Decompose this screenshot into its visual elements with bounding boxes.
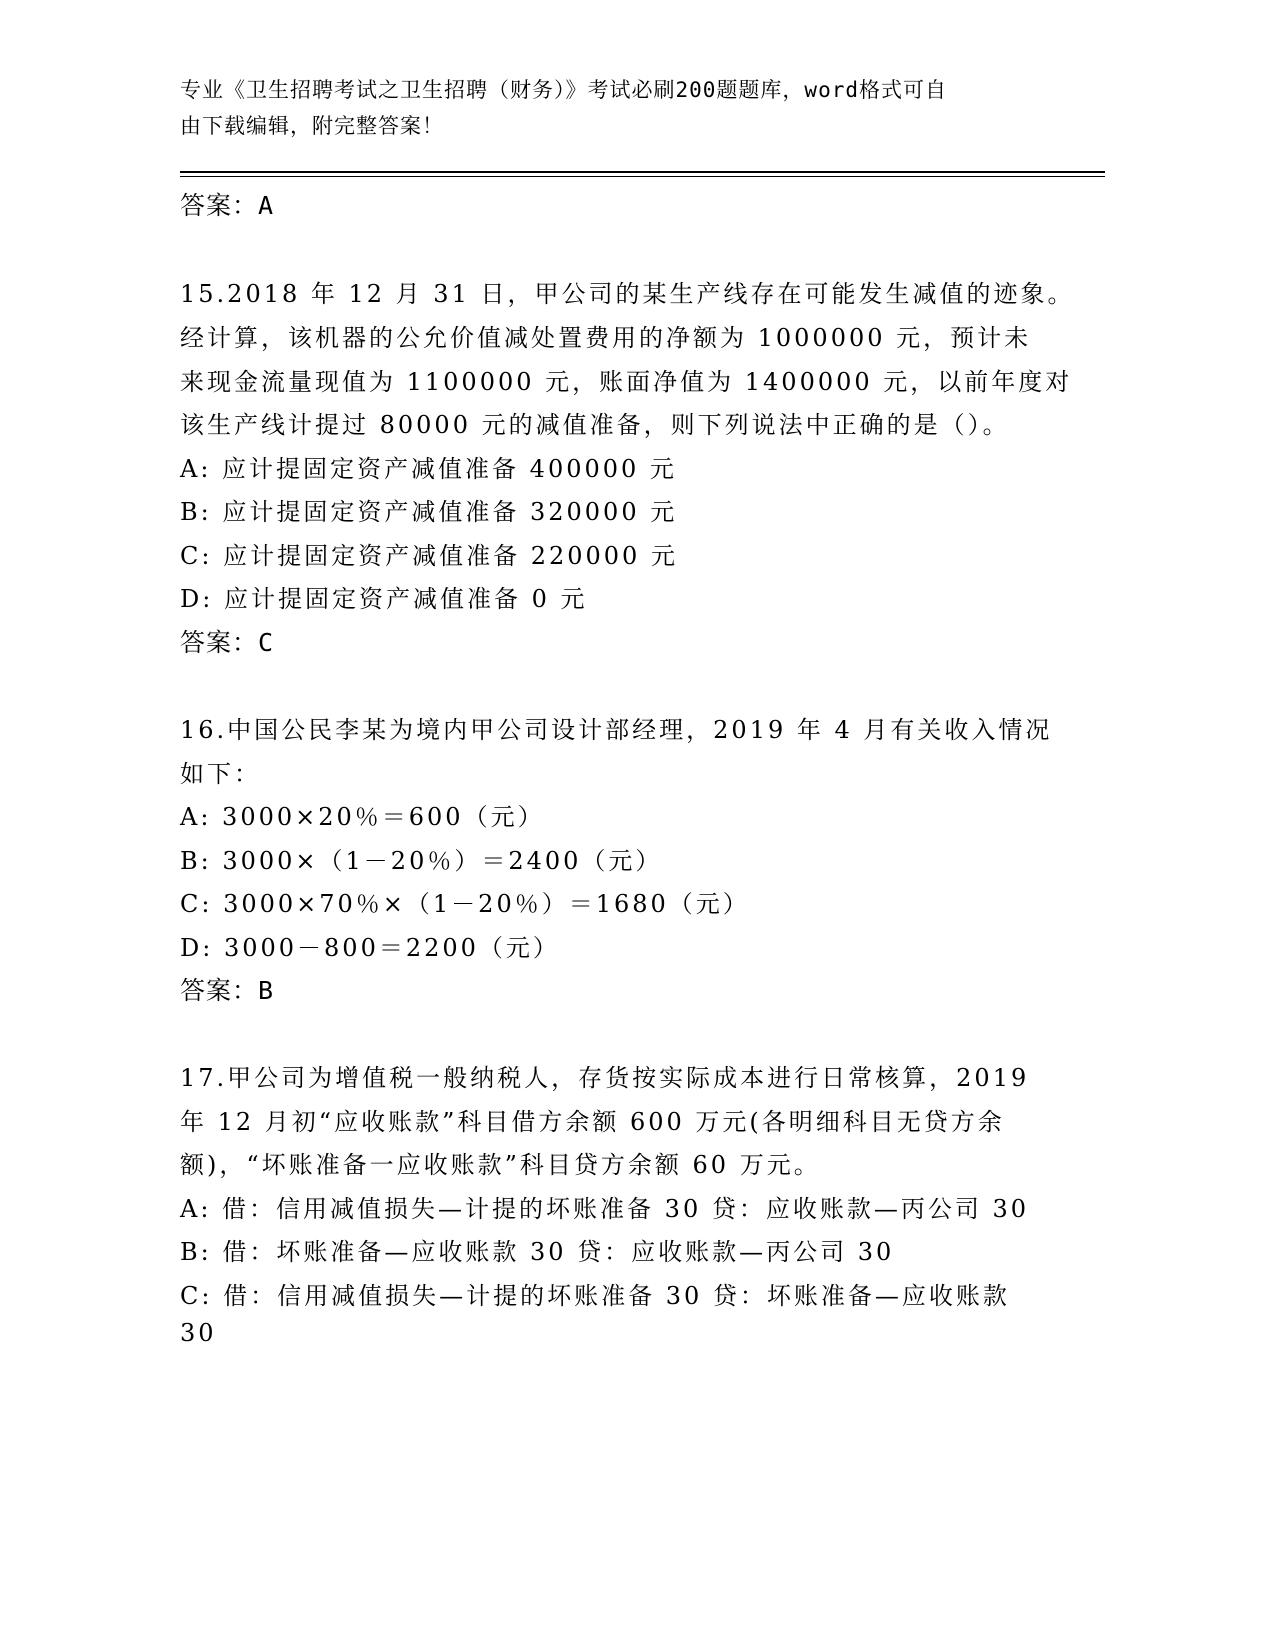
question-17-text-line-3: 额)，“坏账准备一应收账款”科目贷方余额 60 万元。 <box>180 1151 821 1179</box>
question-15-answer: 答案：C <box>180 628 275 657</box>
page-header <box>180 72 1040 144</box>
header-divider-thick <box>180 171 1105 173</box>
question-15-option-b: B: 应计提固定资产减值准备 320000 元 <box>180 498 678 526</box>
question-17-text-line-2: 年 12 月初“应收账款”科目借方余额 600 万元(各明细科目无贷方余 <box>180 1108 1005 1136</box>
question-16-option-d: D: 3000－800＝2200（元） <box>180 934 560 962</box>
question-17-option-c: C: 借：信用减值损失—计提的坏账准备 30 贷：坏账准备—应收账款 <box>180 1282 1010 1310</box>
question-16-text-line-1: 16.中国公民李某为境内甲公司设计部经理，2019 年 4 月有关收入情况 <box>180 716 1053 744</box>
question-16-answer: 答案：B <box>180 976 275 1005</box>
question-17-option-b: B: 借：坏账准备—应收账款 30 贷：应收账款—丙公司 30 <box>180 1238 895 1266</box>
question-17-option-a: A: 借：信用减值损失—计提的坏账准备 30 贷：应收账款—丙公司 30 <box>180 1195 1030 1223</box>
answer-previous-question: 答案：A <box>180 191 275 220</box>
question-15-text-line-2: 经计算，该机器的公允价值减处置费用的净额为 1000000 元，预计未 <box>180 324 1032 352</box>
question-15-option-c: C: 应计提固定资产减值准备 220000 元 <box>180 542 678 570</box>
question-16-option-a: A: 3000×20％＝600（元） <box>180 803 545 831</box>
question-16-text-line-2: 如下： <box>180 760 261 788</box>
header-title-line-2: 由下载编辑，附完整答案！ <box>180 114 444 138</box>
question-15-option-d: D: 应计提固定资产减值准备 0 元 <box>180 585 588 613</box>
question-17-option-c-continued: 30 <box>180 1319 217 1347</box>
question-16-option-c: C: 3000×70％×（1－20％）＝1680（元） <box>180 890 750 918</box>
question-16-option-b: B: 3000×（1－20％）＝2400（元） <box>180 847 663 875</box>
question-15-text-line-3: 来现金流量现值为 1100000 元，账面净值为 1400000 元，以前年度对 <box>180 368 1073 396</box>
question-17-text-line-1: 17.甲公司为增值税一般纳税人，存货按实际成本进行日常核算，2019 <box>180 1064 1030 1092</box>
header-title-line-1: 专业《卫生招聘考试之卫生招聘（财务）》考试必刷200题题库，word格式可自 <box>180 78 947 102</box>
question-15-text-line-4: 该生产线计提过 80000 元的减值准备，则下列说法中正确的是（）。 <box>180 411 1010 439</box>
header-divider-thin <box>180 176 1105 177</box>
question-15-text-line-1: 15.2018 年 12 月 31 日，甲公司的某生产线存在可能发生减值的迹象。 <box>180 280 1075 308</box>
question-15-option-a: A: 应计提固定资产减值准备 400000 元 <box>180 455 677 483</box>
